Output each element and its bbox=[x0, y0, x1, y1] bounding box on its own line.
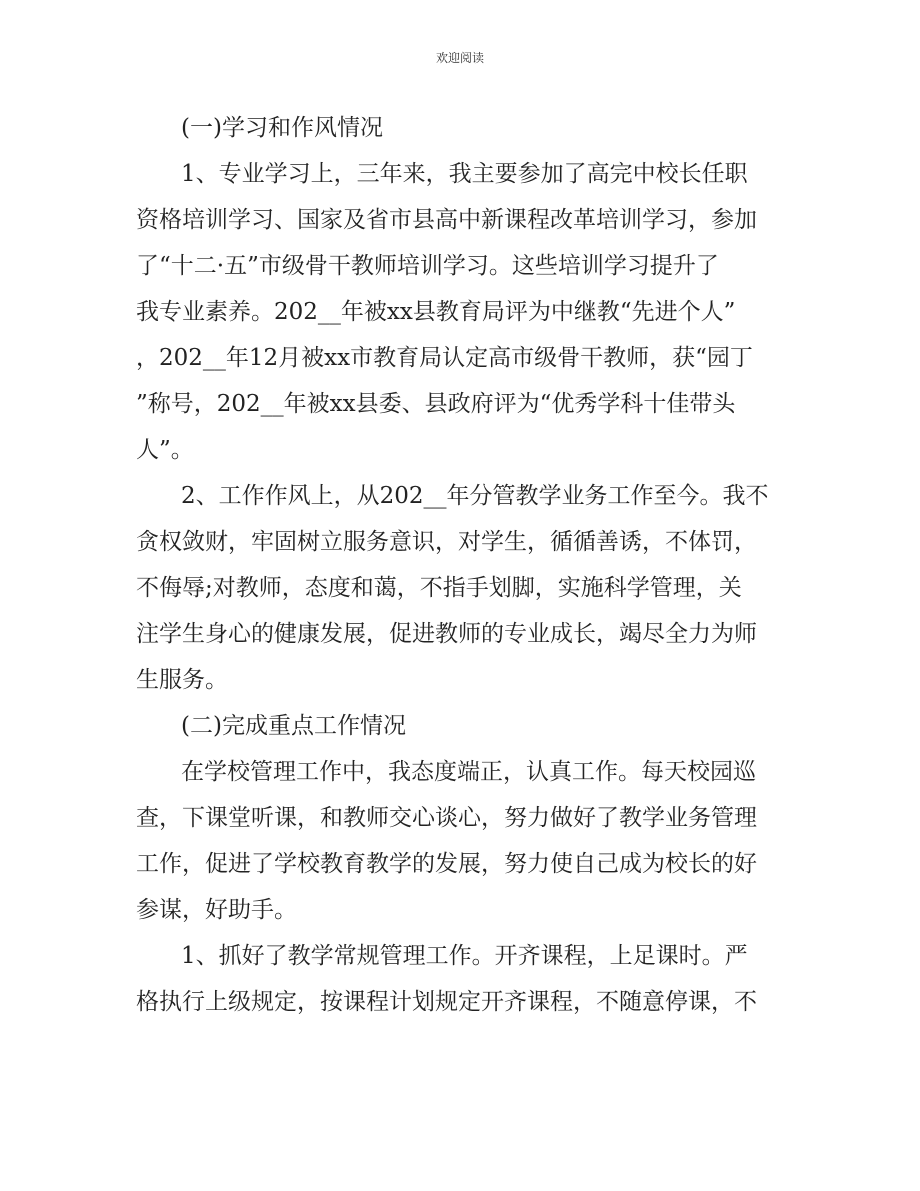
paragraph-line: 我专业素养。202__年被xx县教育局评为中继教“先进个人” bbox=[136, 299, 736, 325]
paragraph-line: 生服务。 bbox=[136, 667, 228, 693]
paragraph-line: 不侮辱;对教师，态度和蔼，不指手划脚，实施科学管理，关 bbox=[136, 575, 742, 601]
section-heading-2: (二)完成重点工作情况 bbox=[181, 713, 406, 739]
paragraph-line: 了“十二·五”市级骨干教师培训学习。这些培训学习提升了 bbox=[136, 253, 719, 279]
paragraph-line: 查，下课堂听课，和教师交心谈心，努力做好了教学业务管理 bbox=[136, 805, 757, 831]
paragraph-line: 1、抓好了教学常规管理工作。开齐课程，上足课时。严 bbox=[181, 943, 748, 969]
paragraph-line: 贪权敛财，牢固树立服务意识，对学生，循循善诱，不体罚， bbox=[136, 529, 757, 555]
paragraph-line: 人”。 bbox=[136, 437, 194, 463]
paragraph-line: 参谋，好助手。 bbox=[136, 897, 297, 923]
paragraph-line: 2、工作作风上，从202__年分管教学业务工作至今。我不 bbox=[181, 483, 769, 509]
paragraph-line: ”称号，202__年被xx县委、县政府评为“优秀学科十佳带头 bbox=[136, 391, 736, 417]
paragraph-line: 在学校管理工作中，我态度端正，认真工作。每天校园巡 bbox=[181, 759, 756, 785]
paragraph-line: 注学生身心的健康发展，促进教师的专业成长，竭尽全力为师 bbox=[136, 621, 757, 647]
page-header: 欢迎阅读 bbox=[435, 51, 484, 65]
paragraph-line: 工作，促进了学校教育教学的发展，努力使自己成为校长的好 bbox=[136, 851, 757, 877]
paragraph-line: 资格培训学习、国家及省市县高中新课程改革培训学习，参加 bbox=[136, 207, 757, 233]
section-heading-1: (一)学习和作风情况 bbox=[181, 115, 383, 141]
paragraph-line: ，202__年12月被xx市教育局认定高市级骨干教师，获“园丁 bbox=[136, 345, 753, 371]
paragraph-line: 1、专业学习上，三年来，我主要参加了高完中校长任职 bbox=[181, 161, 748, 187]
paragraph-line: 格执行上级规定，按课程计划规定开齐课程，不随意停课，不 bbox=[136, 989, 757, 1015]
